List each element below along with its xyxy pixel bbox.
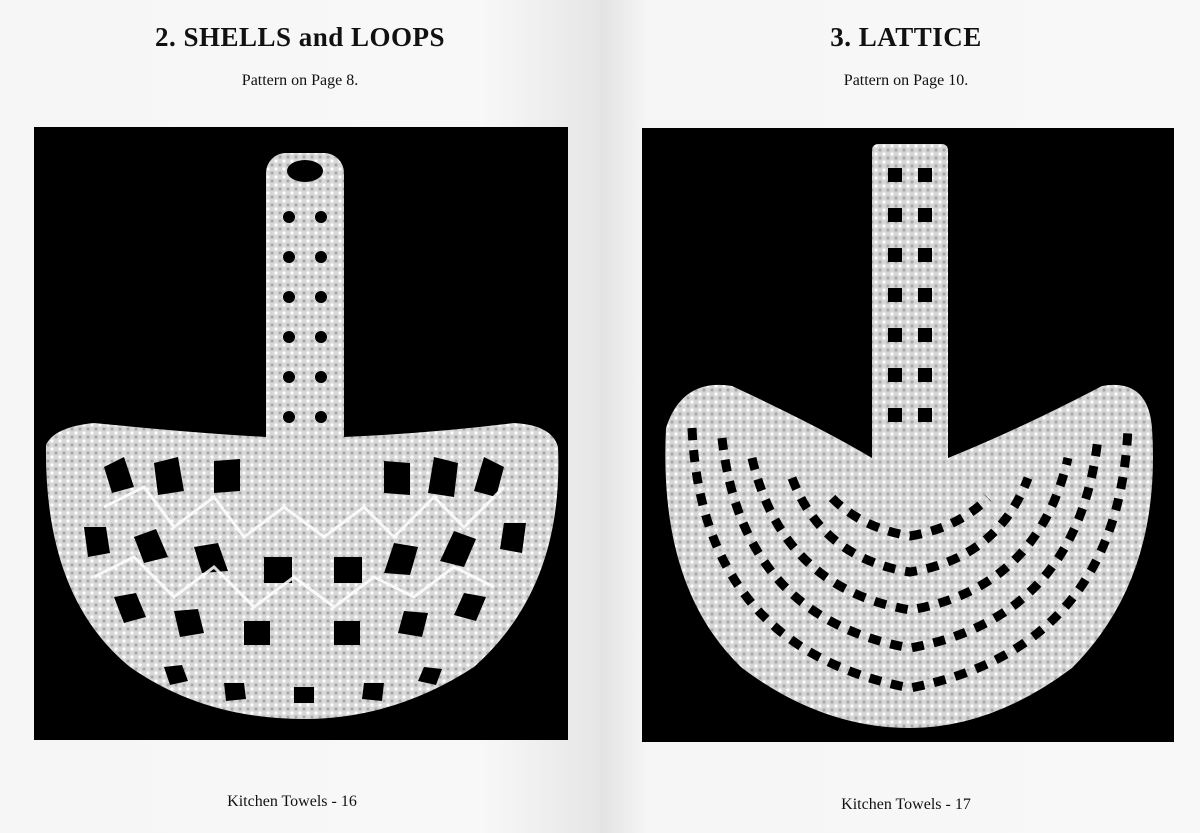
left-crochet-photo [34,127,568,740]
right-page-footer: Kitchen Towels - 17 [841,796,971,813]
left-page-footer: Kitchen Towels - 16 [227,793,357,810]
shells-loops-crochet-image [34,127,568,740]
right-page [600,0,1200,833]
right-page-title: 3. LATTICE [830,22,982,52]
left-pattern-note: Pattern on Page 8. [241,72,359,89]
lattice-crochet-image [642,128,1174,742]
right-pattern-note: Pattern on Page 10. [843,72,969,89]
left-page-title: 2. SHELLS and LOOPS [154,22,446,52]
right-crochet-photo [642,128,1174,742]
